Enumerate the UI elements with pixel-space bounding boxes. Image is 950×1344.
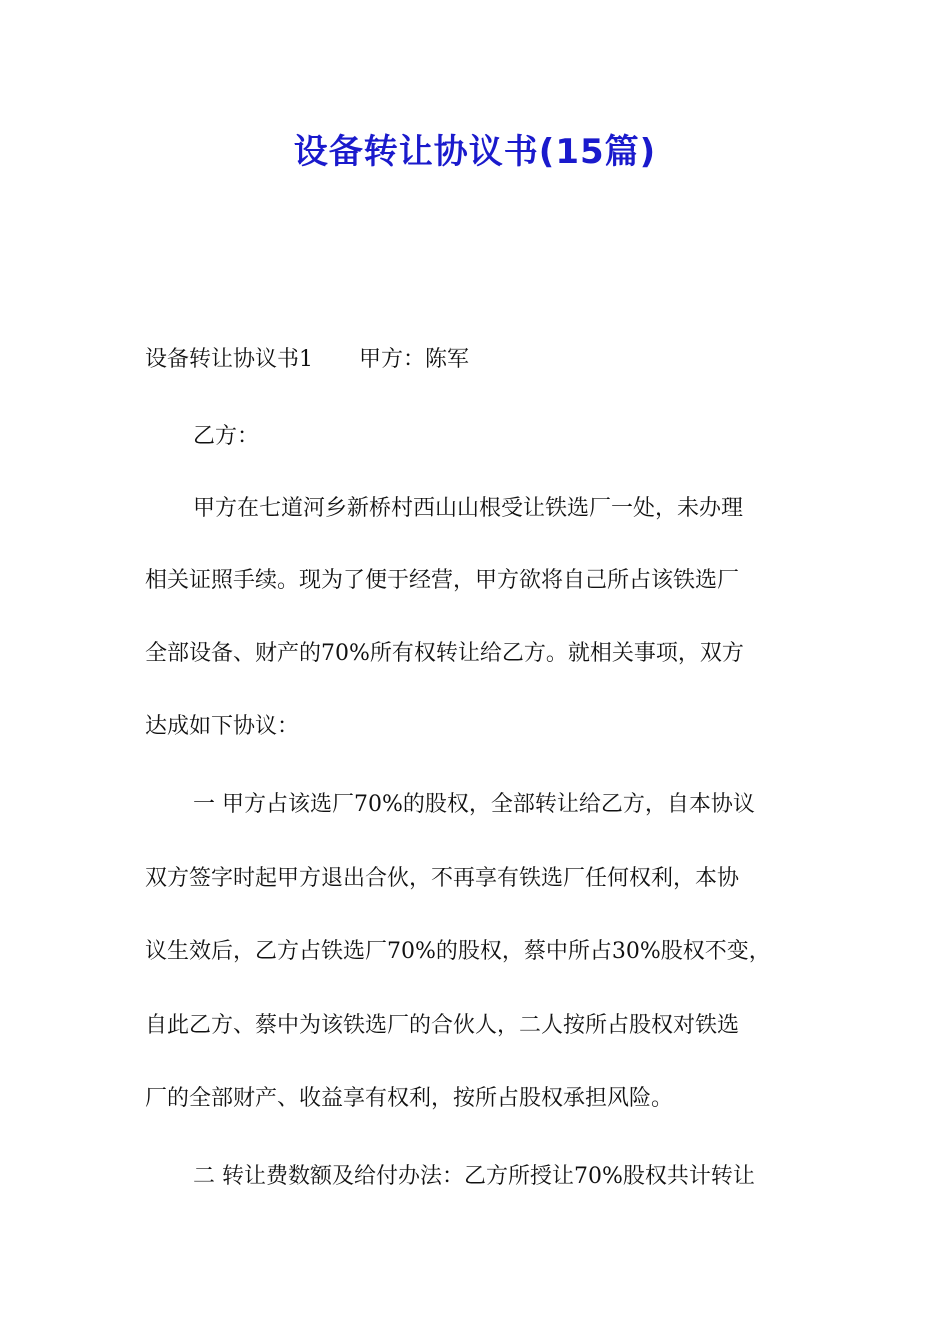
document-line <box>145 345 810 375</box>
document-line: 厂的全部财产、收益享有权利，按所占股权承担风险。 <box>145 1086 674 1111</box>
party-a-label: 甲方：陈军 <box>359 347 470 372</box>
document-line: 相关证照手续。现为了便于经营，甲方欲将自己所占该铁选厂 <box>145 568 740 593</box>
document-line: 二 转让费数额及给付办法：乙方所授让70%股权共计转让 <box>193 1164 755 1189</box>
document-line: 达成如下协议： <box>145 714 300 739</box>
section-heading: 设备转让协议书1 <box>145 347 313 372</box>
document-line: 自此乙方、蔡中为该铁选厂的合伙人，二人按所占股权对铁选 <box>145 1013 740 1038</box>
document-line: 双方签字时起甲方退出合伙，不再享有铁选厂任何权利，本协 <box>145 866 740 891</box>
document-line: 甲方在七道河乡新桥村西山山根受让铁选厂一处，未办理 <box>193 496 744 521</box>
document-line: 议生效后，乙方占铁选厂70%的股权，蔡中所占30%股权不变， <box>145 939 771 964</box>
document-line: 全部设备、财产的70%所有权转让给乙方。就相关事项，双方 <box>145 641 744 666</box>
document-line: 一 甲方占该选厂70%的股权，全部转让给乙方，自本协议 <box>193 792 755 817</box>
document-line: 乙方： <box>193 424 260 449</box>
document-title: 设备转让协议书(15篇) <box>293 132 657 172</box>
